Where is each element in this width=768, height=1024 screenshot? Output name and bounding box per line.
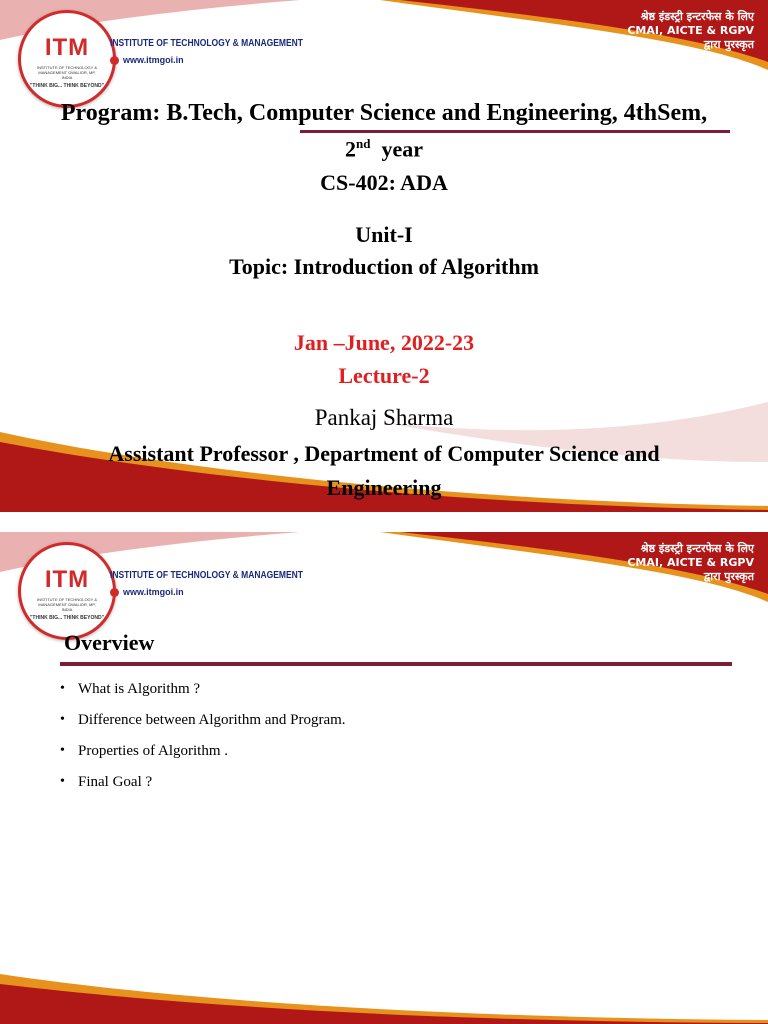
- award-line-1: श्रेष्ठ इंडस्ट्री इन्टरफेस के लिए: [640, 542, 754, 555]
- award-text: [604, 10, 754, 52]
- program-title: Program: B.Tech, Computer Science and Engineering, 4thSem,: [60, 100, 708, 126]
- award-line-2: CMAI, AICTE & RGPV: [627, 556, 754, 569]
- year-suffix: nd: [356, 136, 371, 151]
- year-word: year: [381, 136, 423, 162]
- bullet-icon: •: [60, 681, 65, 696]
- bullet-icon: •: [60, 774, 65, 789]
- award-line-3: द्वारा पुरस्कृत: [703, 570, 754, 583]
- course-code: CS-402: ADA: [320, 170, 448, 195]
- bullet-icon: •: [60, 712, 65, 727]
- bullet-text: Properties of Algorithm .: [78, 743, 228, 759]
- presenter-department: Engineering: [326, 475, 442, 500]
- bullet-icon: •: [60, 743, 65, 758]
- award-line-2: CMAI, AICTE & RGPV: [627, 24, 754, 37]
- institute-name: INSTITUTE OF TECHNOLOGY & MANAGEMENT: [110, 570, 303, 581]
- overview-slide: [0, 532, 768, 1024]
- logo-small-text: INSTITUTE OF TECHNOLOGY & MANAGEMENT GWALIOR, MP, INDIA: [36, 597, 98, 612]
- topic-label: Topic: Introduction of Algorithm: [229, 254, 539, 279]
- footer-swoosh: [0, 914, 768, 1024]
- logo-text: ITM: [44, 34, 90, 61]
- award-line-3: द्वारा पुरस्कृत: [703, 38, 754, 51]
- slide-gap: [0, 512, 768, 532]
- website-link[interactable]: www.itmgoi.in: [123, 587, 184, 597]
- globe-icon: [110, 588, 119, 597]
- list-item: [60, 740, 346, 771]
- globe-icon: [110, 56, 119, 65]
- unit-label: Unit-I: [355, 222, 413, 247]
- logo-text: ITM: [44, 566, 90, 593]
- itm-logo: [18, 542, 116, 640]
- year-line: [0, 136, 768, 162]
- award-text: [604, 542, 754, 584]
- overview-bullet-list: [60, 678, 346, 802]
- year-number: 2: [345, 136, 356, 162]
- lecture-label: Lecture-2: [338, 363, 430, 388]
- overview-rule: [60, 662, 732, 666]
- logo-tagline: "THINK BIG... THINK BEYOND": [30, 615, 104, 621]
- bullet-text: Final Goal ?: [78, 774, 153, 790]
- logo-small-text: INSTITUTE OF TECHNOLOGY & MANAGEMENT GWALIOR, MP, INDIA: [36, 65, 98, 80]
- institute-name: INSTITUTE OF TECHNOLOGY & MANAGEMENT: [110, 38, 303, 49]
- website-row: [110, 585, 184, 599]
- itm-logo: [18, 10, 116, 108]
- list-item: [60, 678, 346, 709]
- bullet-text: What is Algorithm ?: [78, 681, 201, 697]
- website-link[interactable]: www.itmgoi.in: [123, 55, 184, 65]
- award-line-1: श्रेष्ठ इंडस्ट्री इन्टरफेस के लिए: [640, 10, 754, 23]
- website-row: [110, 53, 184, 67]
- presenter-designation: Assistant Professor , Department of Computer Science and: [108, 441, 660, 466]
- logo-tagline: "THINK BIG... THINK BEYOND": [30, 83, 104, 89]
- session-label: Jan –June, 2022-23: [293, 330, 475, 355]
- overview-title: Overview: [64, 630, 155, 655]
- bullet-text: Difference between Algorithm and Program.: [78, 712, 346, 728]
- presenter-name: Pankaj Sharma: [314, 405, 454, 430]
- list-item: [60, 709, 346, 740]
- title-rule: [300, 130, 730, 133]
- list-item: [60, 771, 346, 802]
